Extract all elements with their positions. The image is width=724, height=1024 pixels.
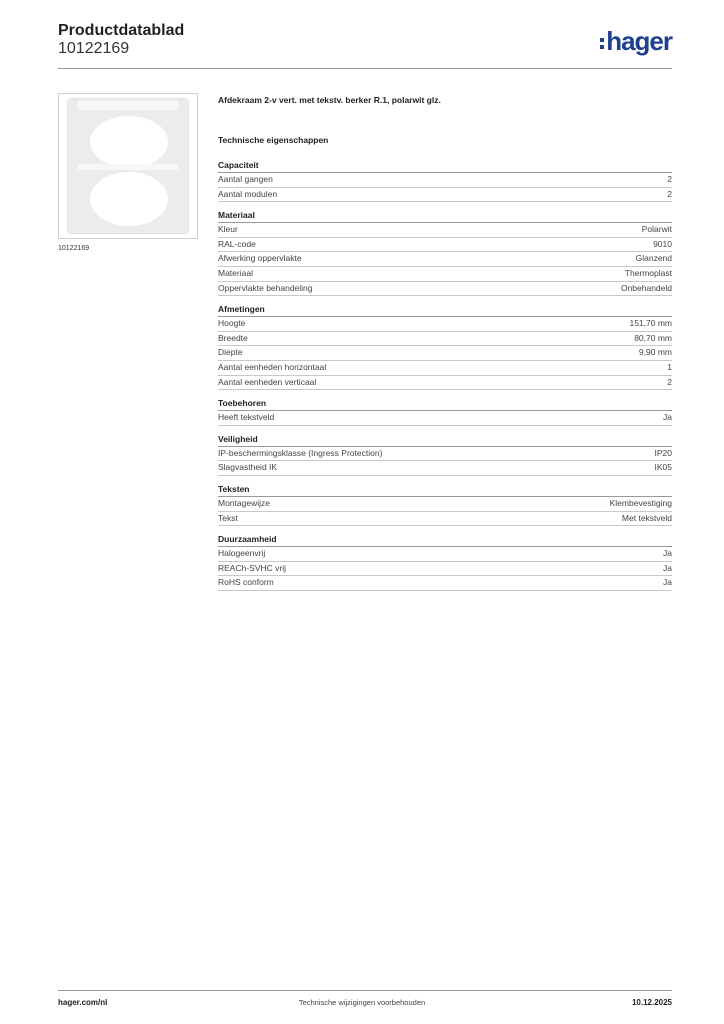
property-row <box>218 317 672 332</box>
property-group <box>218 304 672 390</box>
property-label: Montagewijze <box>218 497 270 508</box>
property-group <box>218 434 672 476</box>
property-row <box>218 512 672 527</box>
property-value: Klembevestiging <box>609 497 672 508</box>
footer-divider <box>58 990 672 991</box>
property-row <box>218 411 672 426</box>
property-row <box>218 267 672 282</box>
property-row <box>218 223 672 238</box>
frame-opening-bottom <box>90 172 168 226</box>
property-label: Aantal eenheden horizontaal <box>218 361 327 372</box>
property-value: 9010 <box>653 238 672 249</box>
property-label: Oppervlakte behandeling <box>218 282 313 293</box>
property-row <box>218 188 672 203</box>
property-label: Halogeenvrij <box>218 548 266 559</box>
page-header <box>58 22 672 70</box>
property-value: Ja <box>663 577 672 588</box>
property-value: 2 <box>667 188 672 199</box>
property-row <box>218 447 672 462</box>
property-row <box>218 361 672 376</box>
product-description: Afdekraam 2-v vert. met tekstv. berker R.1, polarwit glz. <box>218 95 441 105</box>
property-row <box>218 332 672 347</box>
property-value: Thermoplast <box>624 267 672 278</box>
property-value: Polarwit <box>641 224 672 235</box>
property-label: Hoogte <box>218 318 246 329</box>
property-label: Aantal eenheden verticaal <box>218 376 317 387</box>
property-label: Tekst <box>218 512 238 523</box>
property-value: Ja <box>663 562 672 573</box>
cover-frame-image-icon <box>67 98 189 234</box>
property-group <box>218 484 672 526</box>
property-value: IK05 <box>654 462 672 473</box>
property-label: Slagvastheid IK <box>218 462 278 473</box>
document-title: Productdatablad <box>58 22 185 39</box>
property-value: Glanzend <box>635 253 672 264</box>
property-row <box>218 282 672 297</box>
property-label: Diepte <box>218 347 243 358</box>
property-label: Breedte <box>218 332 248 343</box>
logo-text: hager <box>606 26 672 56</box>
label-field-top <box>78 101 178 110</box>
group-title: Duurzaamheid <box>218 534 672 547</box>
footer-website: hager.com/nl <box>58 998 108 1007</box>
group-title: Veiligheid <box>218 434 672 447</box>
image-caption: 10122169 <box>58 245 90 252</box>
property-label: RoHS conform <box>218 577 274 588</box>
group-title: Materiaal <box>218 210 672 223</box>
property-row <box>218 346 672 361</box>
property-label: Aantal modulen <box>218 188 278 199</box>
property-label: Materiaal <box>218 267 253 278</box>
footer-date: 10.12.2025 <box>631 998 672 1007</box>
property-value: 1 <box>667 361 672 372</box>
property-row <box>218 547 672 562</box>
property-row <box>218 173 672 188</box>
document-number: 10122169 <box>58 40 130 57</box>
hager-logo <box>600 26 672 57</box>
property-label: Heeft tekstveld <box>218 412 275 423</box>
property-value: Met tekstveld <box>621 512 672 523</box>
group-title: Afmetingen <box>218 304 672 317</box>
property-label: Afwerking oppervlakte <box>218 253 302 264</box>
property-value: 80,70 mm <box>634 332 672 343</box>
logo-dots-icon <box>600 35 604 52</box>
property-value: 2 <box>667 174 672 184</box>
property-value: Ja <box>663 412 672 423</box>
property-row <box>218 497 672 512</box>
property-group <box>218 534 672 591</box>
property-label: Aantal gangen <box>218 174 273 184</box>
property-row <box>218 252 672 267</box>
header-divider <box>58 68 672 69</box>
property-label: Kleur <box>218 224 238 235</box>
property-row <box>218 238 672 253</box>
property-row <box>218 461 672 476</box>
property-row <box>218 376 672 391</box>
label-field-middle <box>78 164 178 170</box>
product-image <box>58 93 198 239</box>
footer-disclaimer: Technische wijzigingen voorbehouden <box>298 998 426 1007</box>
section-title: Technische eigenschappen <box>218 135 329 145</box>
property-groups <box>218 160 672 591</box>
property-row <box>218 576 672 591</box>
property-group <box>218 210 672 296</box>
property-group <box>218 160 672 202</box>
property-value: IP20 <box>654 447 672 458</box>
property-label: IP-beschermingsklasse (Ingress Protection) <box>218 447 383 458</box>
property-value: 151,70 mm <box>629 318 672 329</box>
main-content <box>218 95 672 599</box>
frame-opening-top <box>90 116 168 168</box>
property-value: 9,90 mm <box>638 347 672 358</box>
group-title: Capaciteit <box>218 160 672 173</box>
property-value: Ja <box>663 548 672 559</box>
group-title: Toebehoren <box>218 398 672 411</box>
group-title: Teksten <box>218 484 672 497</box>
property-label: RAL-code <box>218 238 256 249</box>
property-value: 2 <box>667 376 672 387</box>
property-row <box>218 562 672 577</box>
property-value: Onbehandeld <box>620 282 672 293</box>
property-label: REACh-SVHC vrij <box>218 562 287 573</box>
property-group <box>218 398 672 426</box>
